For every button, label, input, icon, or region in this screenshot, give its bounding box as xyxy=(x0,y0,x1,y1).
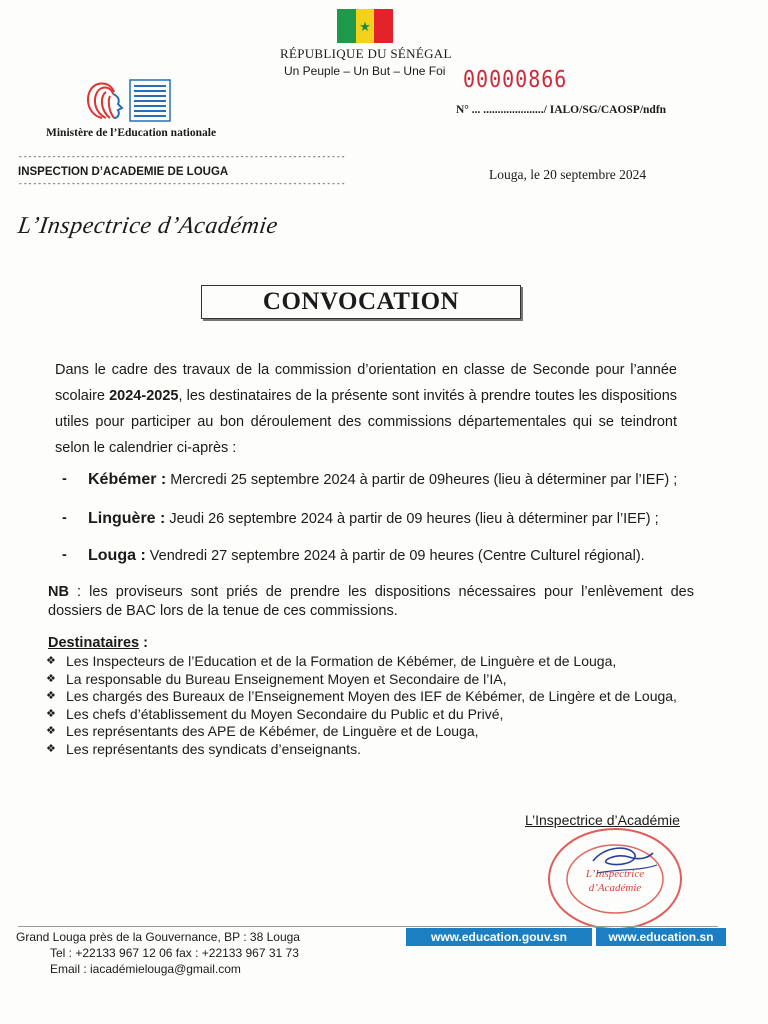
list-item xyxy=(46,688,696,706)
schedule-details: Mercredi 25 septembre 2024 à partir de 09heures (lieu à déterminer par l’IEF) ; xyxy=(166,472,678,488)
diamond-bullet-icon: ❖ xyxy=(46,672,56,685)
divider: -------------------------------------------------------------------- xyxy=(18,152,346,161)
website-link[interactable]: www.education.gouv.sn xyxy=(406,928,592,946)
recipient-text: Les Inspecteurs de l’Education et de la Formation de Kébémer, de Linguère et de Louga, xyxy=(66,653,617,669)
list-item xyxy=(46,671,696,689)
body-paragraph xyxy=(55,357,677,461)
divider: -------------------------------------------------------------------- xyxy=(18,179,346,188)
diamond-bullet-icon: ❖ xyxy=(46,742,56,755)
schedule-city: Kébémer : xyxy=(88,471,167,488)
recipient-text: Les chargés des Bureaux de l’Enseignement Moyen des IEF de Kébémer, de Lingère et de Louga, xyxy=(66,688,677,704)
official-stamp xyxy=(545,827,693,923)
stamp-line: L’Inspectrice xyxy=(585,868,645,880)
footer-address: Grand Louga près de la Gouvernance, BP : 38 Louga xyxy=(16,930,300,944)
republic-name: RÉPUBLIQUE DU SÉNÉGAL xyxy=(280,46,452,61)
list-item xyxy=(46,723,696,741)
recipients-colon: : xyxy=(139,635,148,651)
school-year: 2024-2025 xyxy=(109,388,179,404)
schedule-item xyxy=(62,509,694,529)
schedule-item xyxy=(62,546,694,566)
schedule-city: Linguère : xyxy=(88,510,166,527)
recipient-text: Les représentants des syndicats d’enseignants. xyxy=(66,740,361,757)
signatory-title: L’Inspectrice d’Académie xyxy=(16,213,280,239)
signature-title: L’Inspectrice d’Académie xyxy=(525,812,680,828)
inspection-name: INSPECTION D’ACADEMIE DE LOUGA xyxy=(18,166,229,178)
footer-divider xyxy=(18,926,718,927)
list-item xyxy=(46,706,696,724)
recipients-title xyxy=(48,635,148,651)
body-text-end: , les destinataires de la présente sont invités à prendre toutes les dispositions utiles pour participer au bon déroulement des commissions départementales qui se teindront selon le calendrier ci-après : xyxy=(55,388,678,456)
recipient-text: Les chefs d’établissement du Moyen Secondaire du Public et du Privé, xyxy=(66,705,504,722)
list-dash: - xyxy=(62,471,67,487)
ministry-name: Ministère de l’Education nationale xyxy=(46,127,217,139)
nb-text: : les proviseurs sont priés de prendre les dispositions nécessaires pour l’enlèvement des dossiers de BAC lors de la tenue de ces commissions. xyxy=(48,584,694,619)
nb-label: NB xyxy=(48,584,69,600)
recipient-text: La responsable du Bureau Enseignement Moyen et Secondaire de l’IA, xyxy=(66,670,507,687)
diamond-bullet-icon: ❖ xyxy=(46,725,56,737)
schedule-item xyxy=(62,470,694,490)
schedule-city: Louga : xyxy=(88,547,146,564)
document-date: Louga, le 20 septembre 2024 xyxy=(489,167,647,182)
national-motto: Un Peuple – Un But – Une Foi xyxy=(284,64,446,78)
title-box xyxy=(201,285,521,319)
document-title: CONVOCATION xyxy=(262,288,460,315)
ministry-logo xyxy=(80,78,172,123)
recipient-text: Les représentants des APE de Kébémer, de Linguère et de Louga, xyxy=(66,723,479,739)
diamond-bullet-icon: ❖ xyxy=(46,655,56,667)
list-dash: - xyxy=(62,510,67,526)
recipients-heading: Destinataires xyxy=(48,635,140,651)
schedule-details: Vendredi 27 septembre 2024 à partir de 09 heures (Centre Culturel régional). xyxy=(145,548,645,564)
recipients-list xyxy=(46,653,696,758)
diamond-bullet-icon: ❖ xyxy=(46,690,56,702)
schedule-details: Jeudi 26 septembre 2024 à partir de 09 heures (lieu à déterminer par l’IEF) ; xyxy=(165,511,659,527)
stamp-line: d’Académie xyxy=(588,882,642,894)
footer-phone: Tel : +22133 967 12 06 fax : +22133 967 31 73 xyxy=(50,946,299,960)
reference-line: N° ... ...................../ IALO/SG/CAOSP/ndfn xyxy=(456,104,667,116)
footer-email: Email : iacadémielouga@gmail.com xyxy=(50,962,241,976)
diamond-bullet-icon: ❖ xyxy=(46,707,56,720)
list-item xyxy=(46,653,696,671)
body-text-start: Dans le cadre des travaux de la commission d’orientation en classe de Seconde pour l’année scolaire xyxy=(55,362,677,404)
star-icon: ★ xyxy=(359,18,371,34)
list-item xyxy=(46,741,696,759)
list-dash: - xyxy=(62,547,67,563)
senegal-flag xyxy=(337,9,393,43)
nb-note xyxy=(48,583,694,621)
website-link[interactable]: www.education.sn xyxy=(596,928,726,946)
document-number: 00000866 xyxy=(463,65,568,93)
